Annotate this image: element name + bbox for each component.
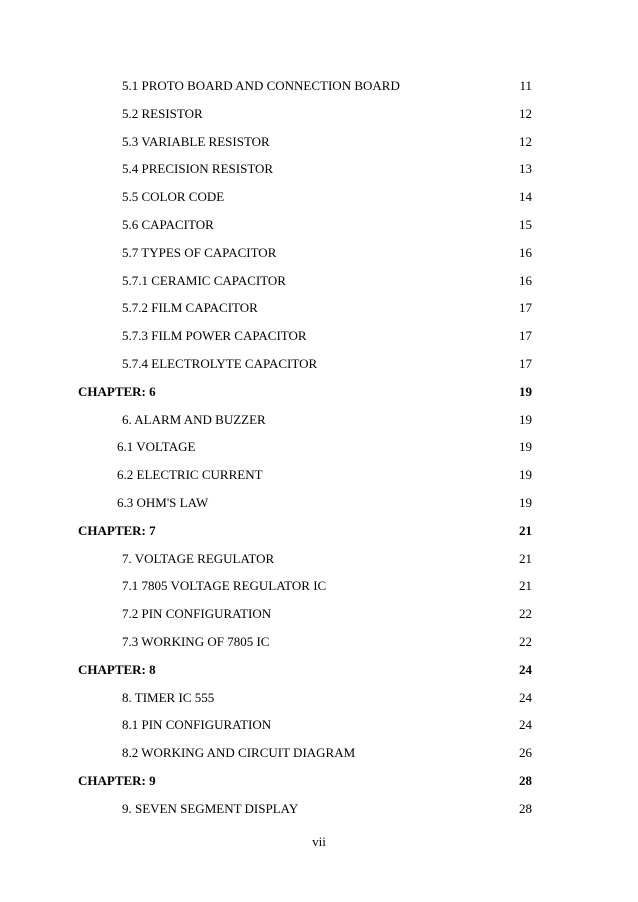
- toc-entry-row: [0, 489, 638, 517]
- toc-entry-row: [0, 433, 638, 461]
- toc-entry-row: [0, 211, 638, 239]
- toc-page-number: 24: [519, 661, 532, 677]
- toc-entry-label: 8. TIMER IC 555: [122, 689, 215, 705]
- toc-entry-row: [0, 322, 638, 350]
- toc-entry-row: [0, 739, 638, 767]
- toc-page-number: 15: [519, 216, 532, 232]
- toc-entry-row: [0, 267, 638, 295]
- toc-entry-row: [0, 795, 638, 823]
- toc-chapter-heading: CHAPTER: 7: [78, 522, 156, 538]
- toc-page-number: 21: [519, 550, 532, 566]
- toc-chapter-row: [0, 378, 638, 406]
- toc-entry-row: [0, 628, 638, 656]
- table-of-contents: [0, 72, 638, 823]
- toc-entry-label: 7.1 7805 VOLTAGE REGULATOR IC: [122, 578, 327, 594]
- toc-chapter-row: [0, 767, 638, 795]
- toc-chapter-heading: CHAPTER: 9: [78, 772, 156, 788]
- page-number: vii: [312, 834, 326, 849]
- toc-page-number: 16: [519, 272, 532, 288]
- toc-entry-row: [0, 155, 638, 183]
- toc-chapter-heading: CHAPTER: 8: [78, 661, 156, 677]
- toc-entry-row: [0, 572, 638, 600]
- toc-entry-label: 5.6 CAPACITOR: [122, 216, 214, 232]
- toc-page-number: 28: [519, 772, 532, 788]
- toc-page-number: 24: [519, 689, 532, 705]
- toc-entry-row: [0, 461, 638, 489]
- toc-page-number: 21: [519, 578, 532, 594]
- toc-entry-row: [0, 128, 638, 156]
- toc-entry-label: 6. ALARM AND BUZZER: [122, 411, 266, 427]
- toc-page-number: 11: [519, 78, 532, 93]
- toc-entry-label: 5.7.2 FILM CAPACITOR: [122, 300, 258, 316]
- toc-page-number: 26: [519, 745, 532, 761]
- toc-entry-label: 5.4 PRECISION RESISTOR: [122, 161, 274, 177]
- toc-entry-label: 5.7.1 CERAMIC CAPACITOR: [122, 272, 286, 288]
- toc-entry-label: 5.7 TYPES OF CAPACITOR: [122, 244, 277, 260]
- toc-page-number: 13: [519, 161, 532, 177]
- toc-entry-row: [0, 406, 638, 434]
- toc-page-number: 19: [519, 439, 532, 455]
- toc-page-number: 19: [519, 411, 532, 427]
- toc-entry-label: 5.7.3 FILM POWER CAPACITOR: [122, 328, 307, 344]
- toc-entry-label: 5.7.4 ELECTROLYTE CAPACITOR: [122, 355, 318, 371]
- toc-entry-row: [0, 183, 638, 211]
- toc-entry-row: [0, 100, 638, 128]
- toc-entry-row: [0, 684, 638, 712]
- toc-entry-row: [0, 600, 638, 628]
- toc-page-number: 16: [519, 244, 532, 260]
- toc-chapter-row: [0, 656, 638, 684]
- toc-page-number: 17: [519, 328, 532, 344]
- toc-entry-row: [0, 350, 638, 378]
- toc-entry-label: 6.3 OHM'S LAW: [117, 494, 209, 510]
- toc-page-number: 12: [519, 133, 532, 149]
- toc-chapter-heading: CHAPTER: 6: [78, 383, 156, 399]
- toc-entry-label: 7.2 PIN CONFIGURATION: [122, 606, 272, 622]
- toc-entry-row: [0, 711, 638, 739]
- toc-entry-label: 7. VOLTAGE REGULATOR: [122, 550, 275, 566]
- toc-page-number: 24: [519, 717, 532, 733]
- toc-entry-label: 8.1 PIN CONFIGURATION: [122, 717, 272, 733]
- toc-page-number: 22: [519, 633, 532, 649]
- toc-entry-label: 6.1 VOLTAGE: [117, 439, 196, 455]
- toc-page-number: 17: [519, 355, 532, 371]
- toc-entry-label: 5.3 VARIABLE RESISTOR: [122, 133, 270, 149]
- toc-page-number: 19: [519, 383, 532, 399]
- toc-entry-row: [0, 239, 638, 267]
- toc-entry-label: 8.2 WORKING AND CIRCUIT DIAGRAM: [122, 745, 356, 761]
- toc-entry-label: 5.1 PROTO BOARD AND CONNECTION BOARD: [122, 78, 400, 93]
- toc-entry-label: 5.2 RESISTOR: [122, 105, 203, 121]
- toc-chapter-row: [0, 517, 638, 545]
- toc-entry-label: 6.2 ELECTRIC CURRENT: [117, 467, 263, 483]
- toc-page-number: 19: [519, 494, 532, 510]
- toc-entry-row: [0, 545, 638, 573]
- toc-entry-row: [0, 294, 638, 322]
- toc-entry-label: 7.3 WORKING OF 7805 IC: [122, 633, 270, 649]
- toc-page-number: 28: [519, 800, 532, 816]
- toc-page-number: 21: [519, 522, 532, 538]
- toc-entry-label: 9. SEVEN SEGMENT DISPLAY: [122, 800, 299, 816]
- toc-page-number: 19: [519, 467, 532, 483]
- toc-entry-row: [0, 72, 638, 100]
- toc-page-number: 14: [519, 189, 532, 205]
- toc-entry-label: 5.5 COLOR CODE: [122, 189, 225, 205]
- toc-page-number: 22: [519, 606, 532, 622]
- toc-page-number: 12: [519, 105, 532, 121]
- toc-page-number: 17: [519, 300, 532, 316]
